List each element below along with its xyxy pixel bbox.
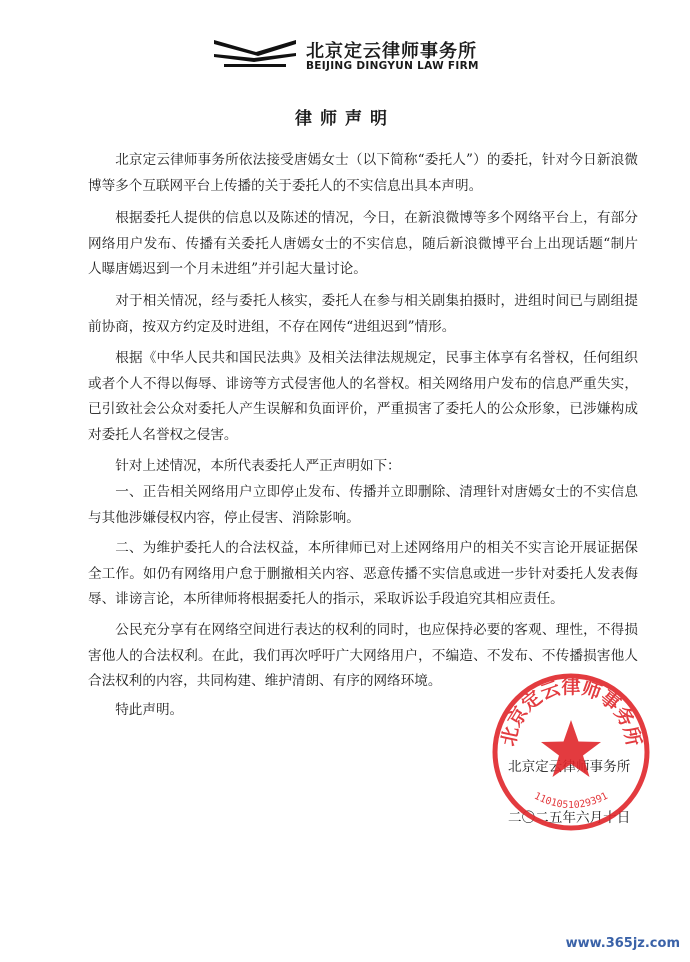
signature-org: 北京定云律师事务所: [508, 759, 631, 775]
paragraph: 北京定云律师事务所依法接受唐嫣女士（以下简称“委托人”）的委托，针对今日新浪微博等多个互联网平台上传播的关于委托人的不实信息出具本声明。: [88, 152, 638, 194]
paragraph: 针对上述情况，本所代表委托人严正声明如下：: [115, 458, 401, 474]
firm-logo-icon: [214, 40, 296, 68]
paragraph: 二、为维护委托人的合法权益，本所律师已对上述网络用户的相关不实言论开展证据保全工作。如仍有网络用户怠于删撤相关内容、恶意传播不实信息或进一步针对委托人发表侮辱、诽谤言论，本所律师将根据委托人的指示，采取诉讼手段追究其相应责任。: [88, 540, 638, 608]
seal-text: 北京定云律师事务所: [497, 676, 645, 748]
paragraph: 特此声明。: [115, 702, 184, 718]
seal-number: 1101051029391: [532, 790, 610, 811]
official-seal-icon: [491, 672, 651, 832]
paragraph: 一、正告相关网络用户立即停止发布、传播并立即删除、清理针对唐嫣女士的不实信息与其他涉嫌侵权内容，停止侵害、消除影响。: [88, 484, 638, 526]
paragraph: 公民充分享有在网络空间进行表达的权利的同时，也应保持必要的客观、理性，不得损害他人的合法权利。在此，我们再次呼吁广大网络用户，不编造、不发布、不传播损害他人合法权利的内容，共同构建、维护清朗、有序的网络环境。: [88, 622, 638, 690]
paragraph: 根据委托人提供的信息以及陈述的情况，今日，在新浪微博等多个网络平台上，有部分网络用户发布、传播有关委托人唐嫣女士的不实信息，随后新浪微博平台上出现话题“制片人曝唐嫣迟到一个月未进组”并引起大量讨论。: [88, 210, 638, 278]
svg-text:1101051029391: [532, 791, 610, 811]
paragraph: 对于相关情况，经与委托人核实，委托人在参与相关剧集拍摄时，进组时间已与剧组提前协商，按双方约定及时进组，不存在网传“进组迟到”情形。: [88, 293, 638, 335]
firm-name-en: BEIJING DINGYUN LAW FIRM: [306, 60, 479, 72]
signature-date: 二〇二五年六月十日: [508, 810, 631, 826]
page-title: 律师声明: [295, 109, 395, 129]
site-watermark: www.365jz.com: [565, 936, 680, 951]
paragraph: 根据《中华人民共和国民法典》及相关法律法规规定，民事主体享有名誉权，任何组织或者个人不得以侮辱、诽谤等方式侵害他人的名誉权。相关网络用户发布的信息严重失实，已引致社会公众对委托人产生误解和负面评价，严重损害了委托人的公众形象，已涉嫌构成对委托人名誉权之侵害。: [88, 350, 638, 443]
firm-name-cn: 北京定云律师事务所: [306, 41, 477, 62]
